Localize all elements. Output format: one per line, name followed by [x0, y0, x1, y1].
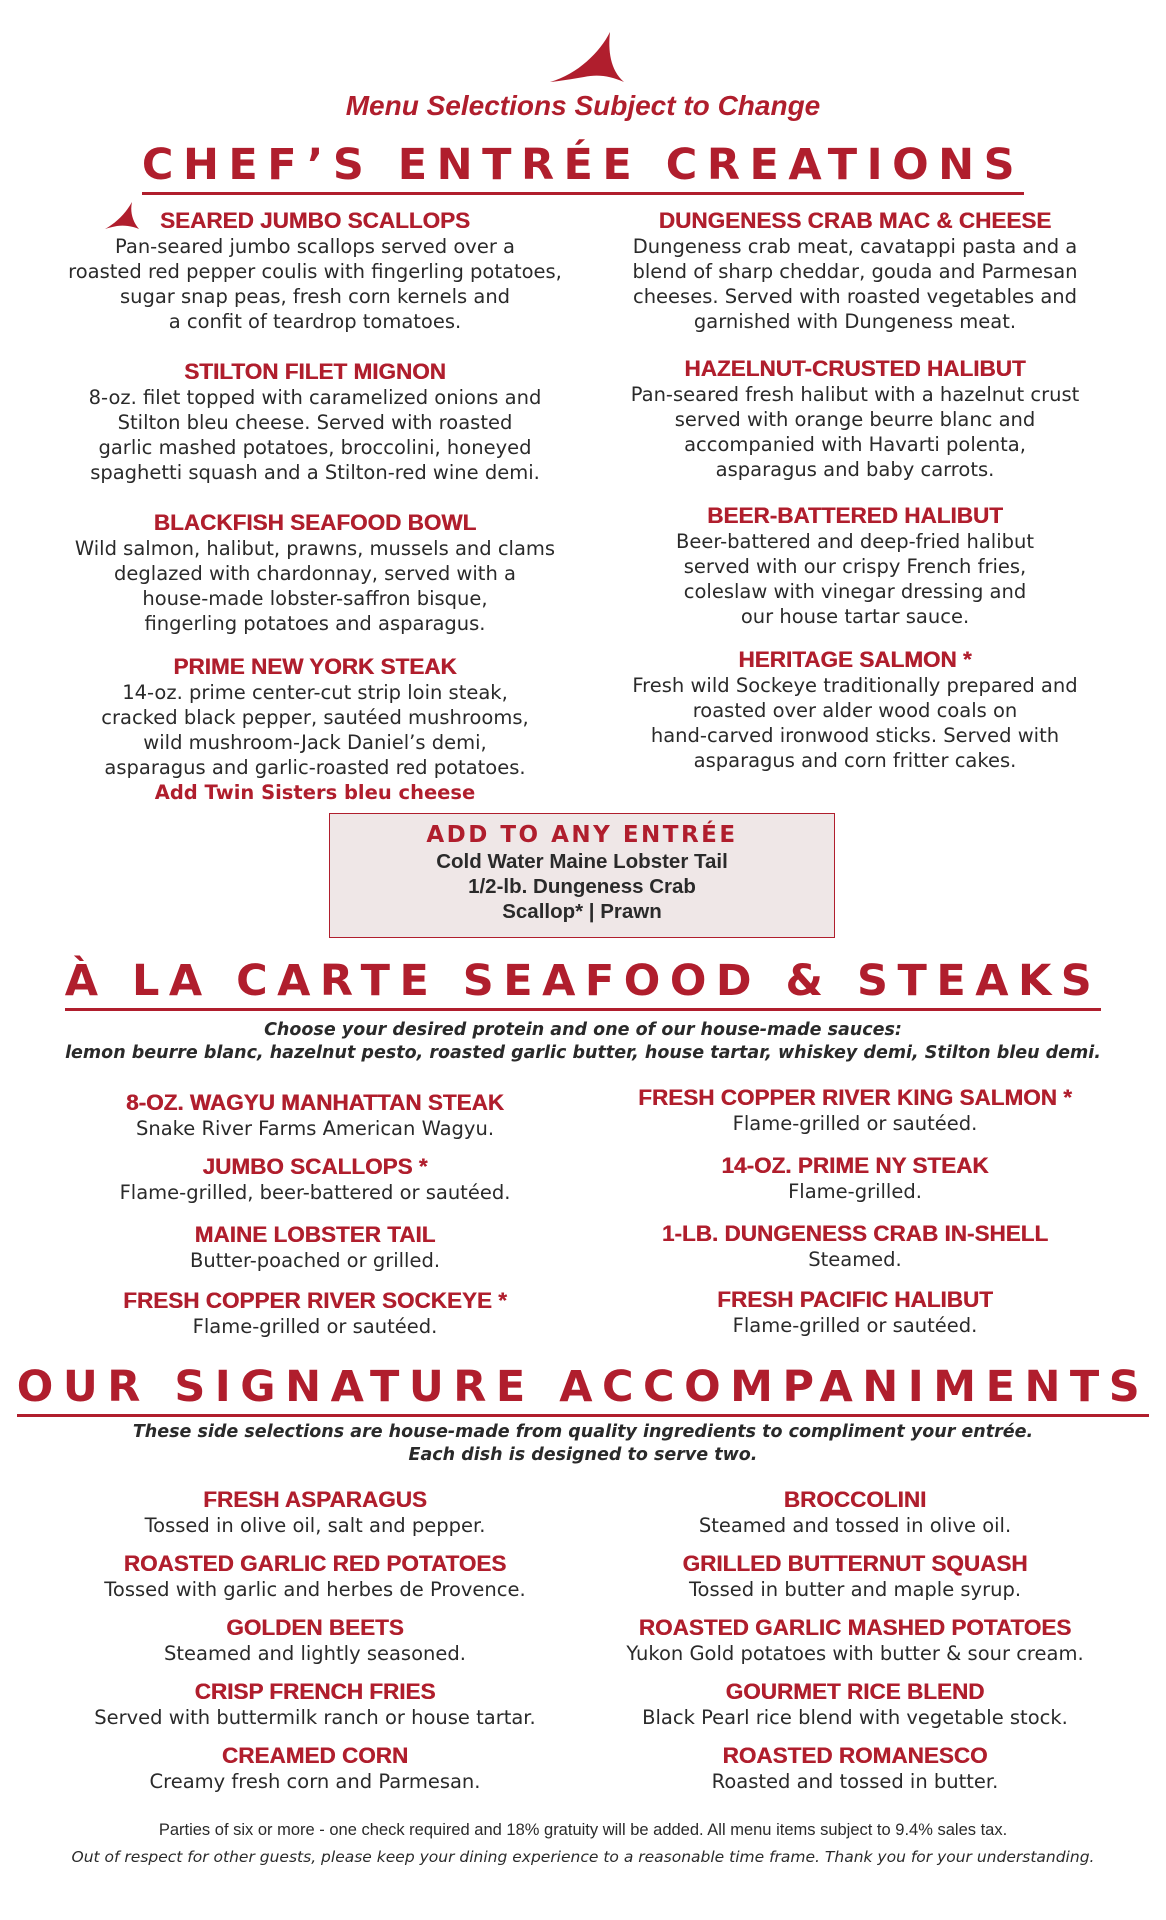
- side-item: [60, 1486, 570, 1538]
- item-name: ROASTED GARLIC MASHED POTATOES: [638, 1615, 1072, 1640]
- item-name: ROASTED ROMANESCO: [722, 1743, 988, 1768]
- item-description: Butter-poached or grilled.: [189, 1249, 441, 1272]
- footer-gratuity-note: Parties of six or more - one check required and 18% gratuity will be added. All menu items subject to 9.4% sales tax.: [158, 1821, 1008, 1839]
- add-to-entree-title: ADD TO ANY ENTRÉE: [426, 822, 738, 848]
- alacarte-item: [600, 1220, 1110, 1272]
- alacarte-item: [600, 1084, 1110, 1136]
- entree-item: [60, 653, 570, 806]
- sail-logo-icon: [548, 30, 626, 88]
- item-description: Tossed in olive oil, salt and pepper.: [144, 1514, 486, 1537]
- item-name: FRESH COPPER RIVER SOCKEYE *: [123, 1288, 507, 1313]
- item-description: Pan-seared fresh halibut with a hazelnut crust served with orange beurre blanc and accompanied with Havarti polenta, asparagus and baby carrots.: [630, 383, 1080, 481]
- item-name: 1-LB. DUNGENESS CRAB IN-SHELL: [661, 1221, 1049, 1246]
- item-description: Flame-grilled or sautéed.: [732, 1314, 978, 1337]
- item-addon: Add Twin Sisters bleu cheese: [154, 781, 476, 804]
- sides-right-column: [600, 1486, 1110, 1794]
- entrees-section-title: CHEF’S ENTRÉE CREATIONS: [0, 144, 1166, 187]
- alacarte-left-column: [60, 1089, 570, 1339]
- item-description: Dungeness crab meat, cavatappi pasta and a blend of sharp cheddar, gouda and Parmesan cheeses. Served with roasted vegetables and garnished with Dungeness meat.: [632, 235, 1078, 333]
- item-description: Creamy fresh corn and Parmesan.: [149, 1770, 481, 1793]
- item-description: Yukon Gold potatoes with butter & sour cream.: [626, 1642, 1084, 1665]
- item-name: GOLDEN BEETS: [226, 1615, 404, 1640]
- item-description: Steamed.: [808, 1248, 902, 1271]
- item-name: GRILLED BUTTERNUT SQUASH: [682, 1551, 1028, 1576]
- side-item: [600, 1614, 1110, 1666]
- item-name: MAINE LOBSTER TAIL: [194, 1222, 436, 1247]
- item-name: 14-OZ. PRIME NY STEAK: [721, 1153, 989, 1178]
- item-description: Flame-grilled or sautéed.: [192, 1315, 438, 1338]
- entree-item: [600, 355, 1110, 482]
- add-to-entree-box: [329, 813, 835, 938]
- item-name: SEARED JUMBO SCALLOPS: [159, 208, 471, 233]
- add-on-option: Scallop* | Prawn: [502, 900, 662, 923]
- item-name: FRESH COPPER RIVER KING SALMON *: [638, 1085, 1072, 1110]
- add-on-option: 1/2-lb. Dungeness Crab: [468, 875, 696, 898]
- item-description: Wild salmon, halibut, prawns, mussels and clams deglazed with chardonnay, served with a house-made lobster-saffron bisque, fingerling potatoes and asparagus.: [74, 537, 556, 635]
- side-item: [600, 1486, 1110, 1538]
- item-description: Tossed with garlic and herbes de Provence.: [104, 1578, 526, 1601]
- item-name: CRISP FRENCH FRIES: [194, 1679, 436, 1704]
- item-name: ROASTED GARLIC RED POTATOES: [123, 1551, 507, 1576]
- item-description: Flame-grilled or sautéed.: [732, 1112, 978, 1135]
- entree-item: [600, 646, 1110, 773]
- footer-respect-note: Out of respect for other guests, please keep your dining experience to a reasonable time frame. Thank you for your understanding.: [71, 1848, 1095, 1866]
- item-description: 8-oz. filet topped with caramelized onions and Stilton bleu cheese. Served with roasted garlic mashed potatoes, broccolini, honeyed spaghetti squash and a Stilton-red wine demi.: [88, 386, 542, 484]
- side-item: [60, 1614, 570, 1666]
- entree-item: [60, 509, 570, 636]
- item-description: Served with buttermilk ranch or house tartar.: [94, 1706, 536, 1729]
- item-name: BROCCOLINI: [783, 1487, 927, 1512]
- entree-item: [60, 358, 570, 485]
- item-name: FRESH PACIFIC HALIBUT: [717, 1287, 993, 1312]
- alacarte-right-column: [600, 1084, 1110, 1338]
- side-item: [600, 1678, 1110, 1730]
- item-description: Black Pearl rice blend with vegetable stock.: [642, 1706, 1068, 1729]
- alacarte-item: [60, 1153, 570, 1205]
- add-on-option: Cold Water Maine Lobster Tail: [436, 850, 728, 873]
- entrees-right-column: [600, 207, 1110, 773]
- menu-subtitle: Menu Selections Subject to Change: [345, 90, 821, 121]
- side-item: [600, 1550, 1110, 1602]
- item-description: Flame-grilled.: [788, 1180, 922, 1203]
- side-item: [60, 1742, 570, 1794]
- alacarte-item: [60, 1089, 570, 1141]
- entree-item: [600, 502, 1110, 629]
- entree-item: [600, 207, 1110, 334]
- side-item: [60, 1550, 570, 1602]
- item-name: BLACKFISH SEAFOOD BOWL: [153, 510, 477, 535]
- sides-serving-note: Each dish is designed to serve two.: [408, 1445, 758, 1465]
- item-name: HAZELNUT-CRUSTED HALIBUT: [684, 356, 1026, 381]
- item-description: 14-oz. prime center-cut strip loin steak, cracked black pepper, sautéed mushrooms, wild mushroom-Jack Daniel’s demi, asparagus and garlic-roasted red potatoes.: [101, 681, 529, 779]
- side-item: [60, 1678, 570, 1730]
- item-name: STILTON FILET MIGNON: [184, 359, 446, 384]
- item-name: HERITAGE SALMON *: [738, 647, 972, 672]
- alacarte-section-title: À LA CARTE SEAFOOD & STEAKS: [0, 960, 1166, 1003]
- item-description: Flame-grilled, beer-battered or sautéed.: [119, 1181, 511, 1204]
- item-description: Fresh wild Sockeye traditionally prepared and roasted over alder wood coals on hand-carved ironwood sticks. Served with asparagus and corn fritter cakes.: [632, 674, 1078, 772]
- entree-item: [60, 207, 570, 334]
- item-name: BEER-BATTERED HALIBUT: [707, 503, 1003, 528]
- item-name: JUMBO SCALLOPS *: [202, 1154, 428, 1179]
- alacarte-intro: Choose your desired protein and one of our house-made sauces:: [264, 1020, 902, 1040]
- item-name: DUNGENESS CRAB MAC & CHEESE: [658, 208, 1052, 233]
- item-description: Tossed in butter and maple syrup.: [688, 1578, 1022, 1601]
- item-description: Roasted and tossed in butter.: [711, 1770, 999, 1793]
- alacarte-item: [600, 1152, 1110, 1204]
- item-description: Pan-seared jumbo scallops served over a roasted red pepper coulis with fingerling potatoes, sugar snap peas, fresh corn kernels and a confit of teardrop tomatoes.: [68, 235, 562, 333]
- item-name: CREAMED CORN: [221, 1743, 409, 1768]
- item-name: FRESH ASPARAGUS: [203, 1487, 427, 1512]
- item-description: Steamed and lightly seasoned.: [164, 1642, 466, 1665]
- side-item: [600, 1742, 1110, 1794]
- sides-left-column: [60, 1486, 570, 1794]
- item-name: PRIME NEW YORK STEAK: [173, 654, 457, 679]
- entrees-left-column: [60, 207, 570, 806]
- item-name: GOURMET RICE BLEND: [725, 1679, 985, 1704]
- sides-section-title: OUR SIGNATURE ACCOMPANIMENTS: [0, 1366, 1166, 1409]
- sides-intro: These side selections are house-made from quality ingredients to compliment your entrée.: [132, 1422, 1034, 1442]
- item-description: Steamed and tossed in olive oil.: [698, 1514, 1012, 1537]
- alacarte-item: [600, 1286, 1110, 1338]
- item-name: 8-OZ. WAGYU MANHATTAN STEAK: [126, 1090, 504, 1115]
- alacarte-sauces: lemon beurre blanc, hazelnut pesto, roasted garlic butter, house tartar, whiskey demi, Stilton bleu demi.: [65, 1043, 1101, 1063]
- item-description: Snake River Farms American Wagyu.: [135, 1117, 495, 1140]
- alacarte-item: [60, 1287, 570, 1339]
- item-description: Beer-battered and deep-fried halibut served with our crispy French fries, coleslaw with vinegar dressing and our house tartar sauce.: [675, 530, 1035, 628]
- alacarte-item: [60, 1221, 570, 1273]
